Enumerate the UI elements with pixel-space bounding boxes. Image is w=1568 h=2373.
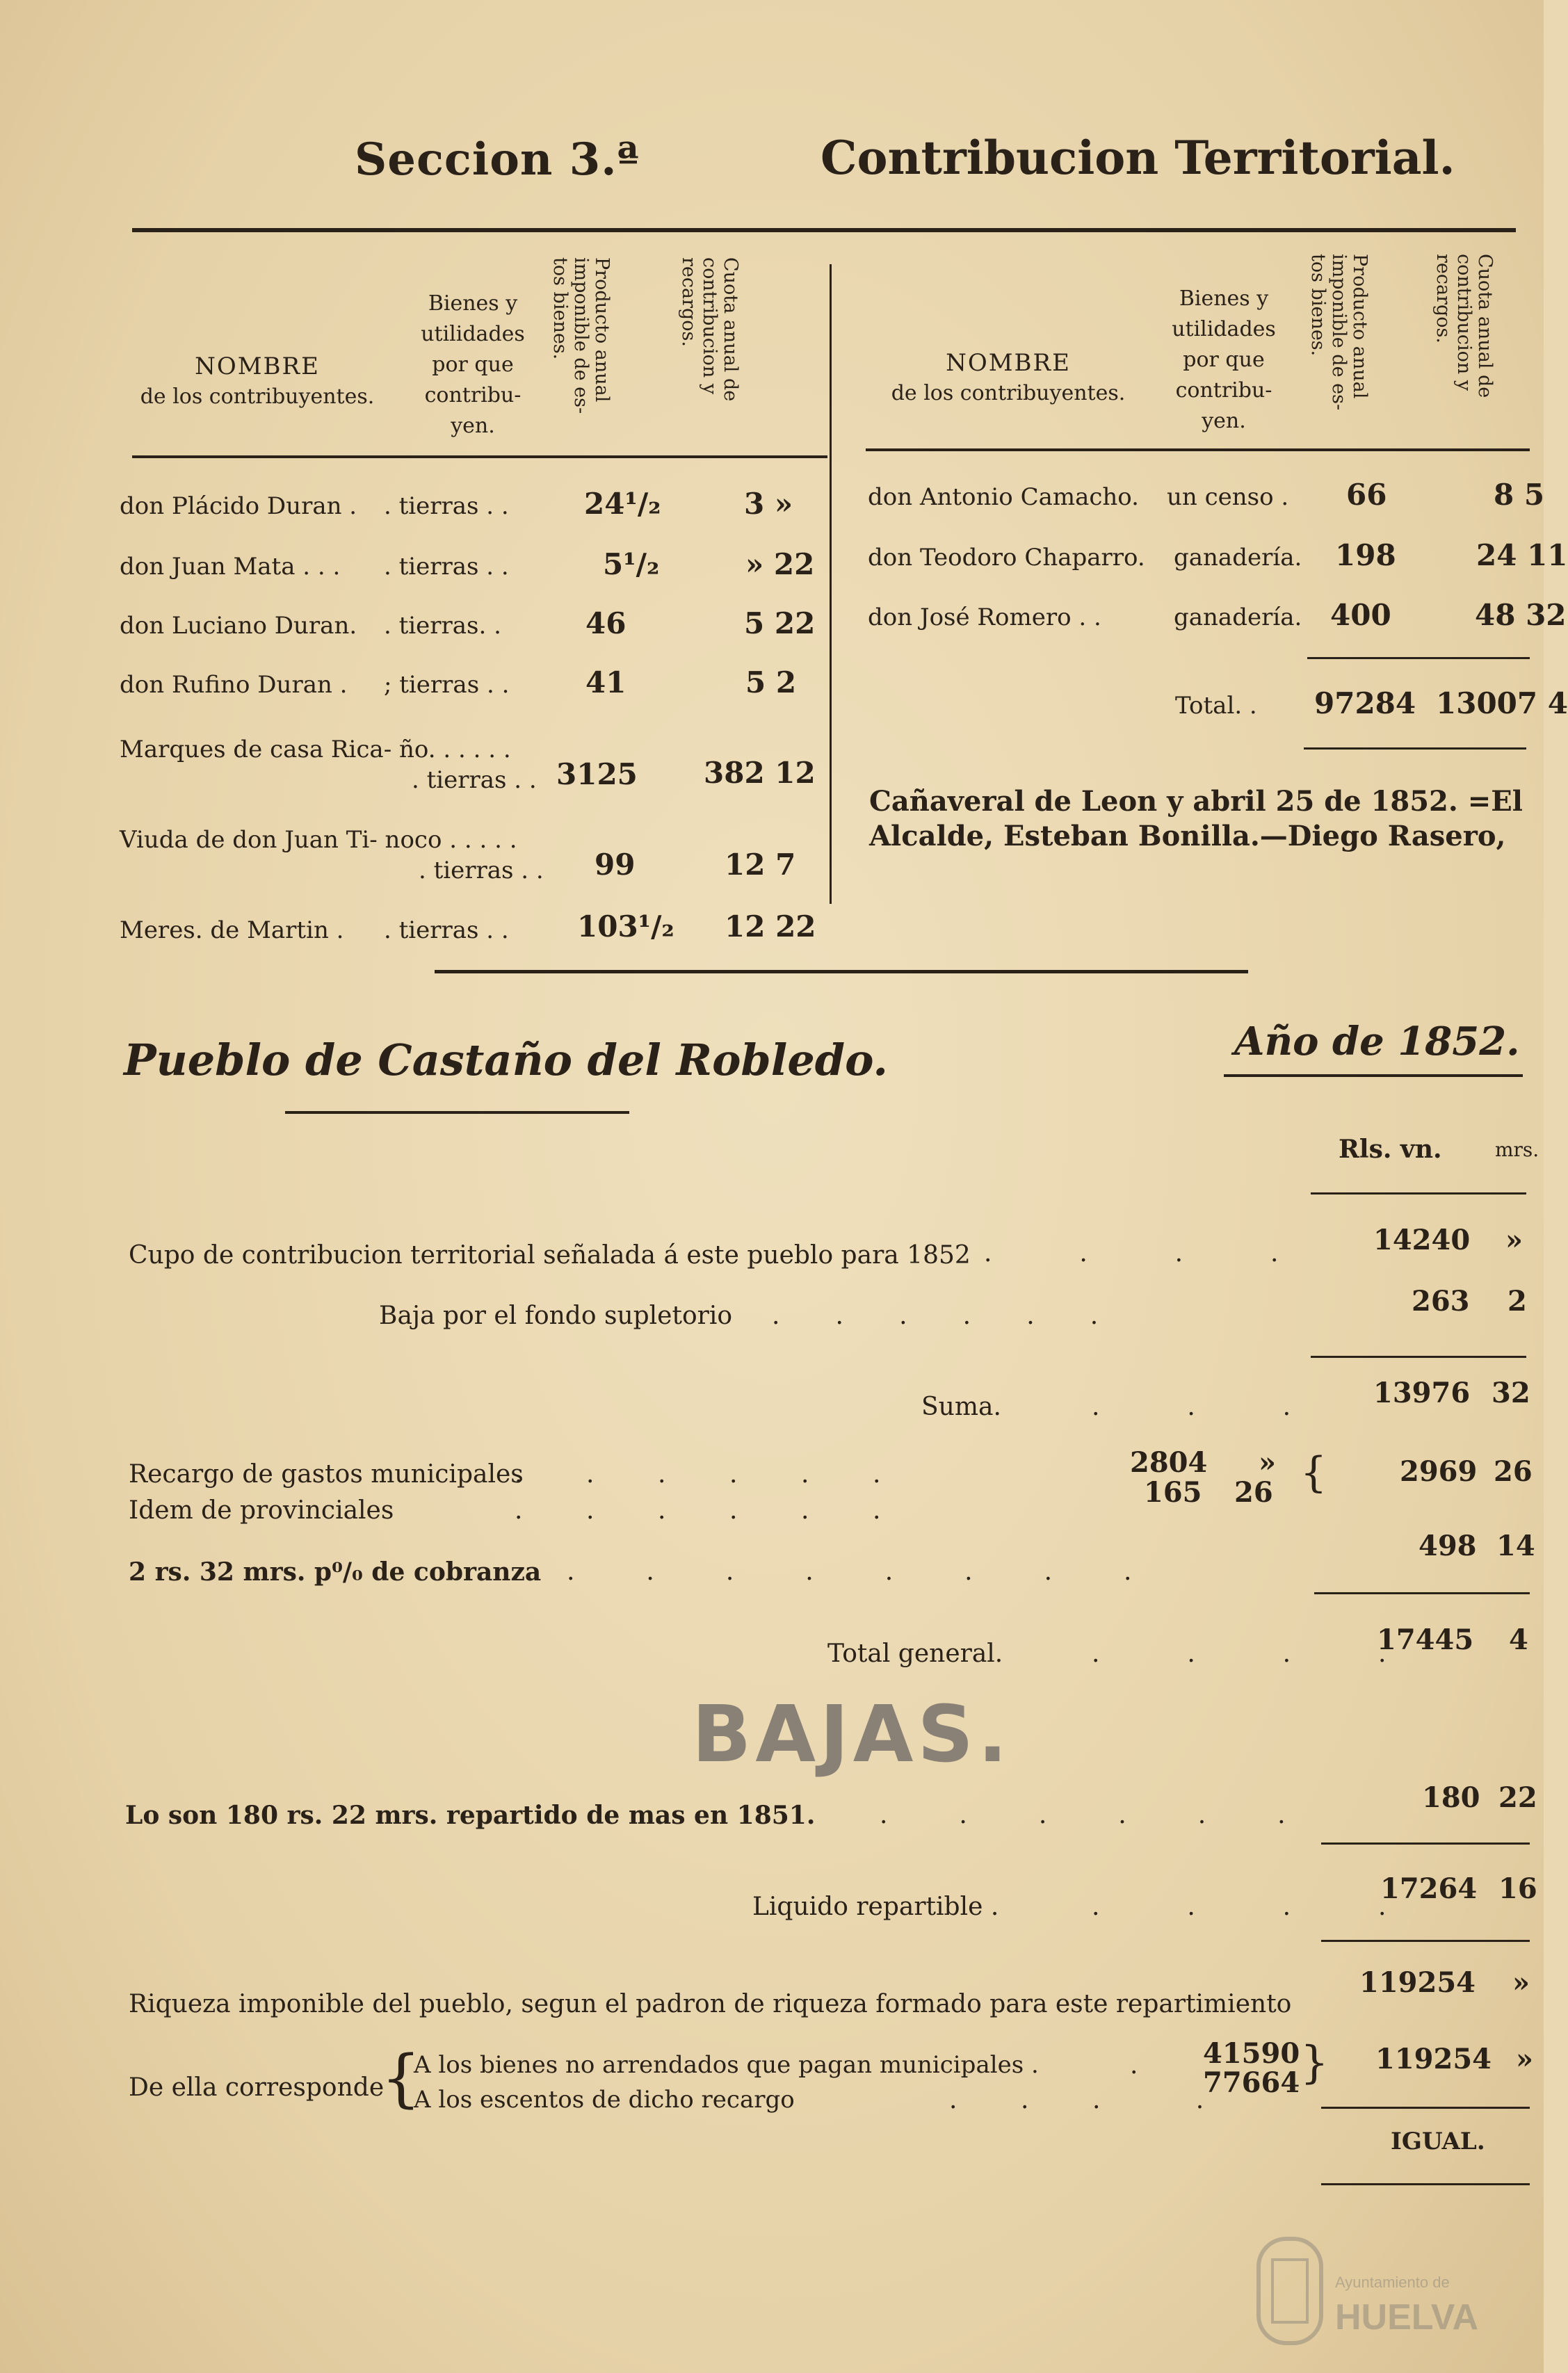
row-name: Meres. de Martin . [120, 916, 344, 944]
leader-dots: . . . . . . [515, 1496, 881, 1525]
row-name: don José Romero . . [868, 604, 1101, 631]
row-bienes: ; tierras . . [384, 671, 510, 699]
leader-dots: . . . . . . . . [567, 1557, 1132, 1586]
recargo-prov-rls: 165 [1144, 1476, 1202, 1509]
riqueza-label: Riqueza imponible del pueblo, segun el padron de riqueza formado para este repartimiento [129, 1990, 1292, 2018]
right-nombre-label: NOMBRE [946, 349, 1071, 377]
year-underline [1224, 1074, 1523, 1077]
money-header-rule [1311, 1192, 1526, 1194]
left-nombre-label: NOMBRE [195, 353, 320, 380]
leader-dots: . . . . . . [515, 1460, 881, 1489]
left-cuota-header: Cuota anual de contribucion y recargos. [678, 257, 741, 402]
liquido-label: Liquido repartible . [752, 1893, 999, 1921]
brace-icon: { [1300, 1448, 1327, 1497]
corresponde-total-rls: 119254 [1375, 2043, 1492, 2075]
signature-block: Cañaveral de Leon y abril 25 de 1852. =El Alcalde, Esteban Bonilla.—Diego Rasero, [869, 785, 1523, 852]
leader-dots: . . . . . . [880, 1801, 1286, 1829]
cobranza-label: 2 rs. 32 mrs. p⁰/₀ de cobranza [129, 1557, 542, 1587]
ayuntamiento-huelva-watermark-icon [1252, 2232, 1481, 2357]
row-cuota: 5 22 [744, 606, 816, 640]
total-general-label: Total general. [827, 1639, 1003, 1668]
recargo-mun-rls: 2804 [1130, 1446, 1208, 1479]
cobranza-rls: 498 [1419, 1530, 1477, 1562]
row-cuota: 48 32 [1475, 598, 1567, 632]
left-producto-header: Producto anual imponible de es- tos bienes. [549, 257, 613, 414]
total-cuota: 13007 4 [1436, 686, 1568, 720]
suma-mrs: 32 [1492, 1377, 1530, 1409]
row-producto: 5¹/₂ [603, 547, 660, 581]
leader-dots: . . . . [984, 1239, 1279, 1268]
leader-dots: . . . . [949, 2086, 1204, 2114]
row-producto: 46 [585, 606, 627, 640]
row-cuota: 5 2 [745, 665, 797, 699]
sum-rule [1321, 1940, 1530, 1942]
row-bienes: ganadería. [1174, 544, 1302, 572]
row-name: don Juan Mata . . . [120, 553, 341, 581]
total-producto: 97284 [1314, 686, 1416, 720]
row-cuota: 12 22 [725, 909, 816, 943]
svg-text:HUELVA: HUELVA [1335, 2297, 1479, 2338]
pueblo-title: Pueblo de Castaño del Robledo. [124, 1035, 888, 1085]
row-producto: 66 [1346, 478, 1387, 512]
row-producto: 103¹/₂ [577, 909, 674, 943]
suma-label: Suma. [921, 1393, 1001, 1421]
cupo-label: Cupo de contribucion territorial señalada á este pueblo para 1852 [129, 1241, 971, 1270]
row-bienes: . tierras . . [384, 553, 509, 581]
leader-dots: . . . [1092, 1393, 1291, 1421]
header-rule [132, 228, 1516, 232]
row-bienes: ganadería. [1174, 604, 1302, 631]
row-name: don Teodoro Chaparro. [868, 544, 1145, 572]
row-cuota: 382 12 [704, 756, 816, 790]
row-producto: 198 [1335, 538, 1396, 572]
total-rule [1304, 747, 1526, 750]
riqueza-mrs: » [1512, 1966, 1530, 1999]
section-divider [435, 970, 1248, 973]
sum-rule [1321, 2107, 1530, 2109]
right-nombre-header [869, 348, 1147, 409]
row-cuota: » 22 [745, 547, 815, 581]
page-title: Contribucion Territorial. [821, 131, 1455, 185]
right-header-rule [866, 448, 1530, 451]
bienes-no-arrendados-value: 41590 [1203, 2037, 1300, 2070]
recargo-mun-mrs: » [1259, 1446, 1276, 1479]
final-rule [1321, 2183, 1530, 2185]
column-separator [830, 264, 832, 904]
sum-rule [1321, 1842, 1530, 1845]
sum-rule [1311, 1356, 1526, 1358]
row-name: don Luciano Duran. [120, 612, 357, 640]
baja-label: Baja por el fondo supletorio [379, 1302, 733, 1330]
brace-icon: } [1300, 2037, 1329, 2089]
leader-dots: . . . . [1092, 1639, 1387, 1668]
riqueza-rls: 119254 [1359, 1966, 1476, 1999]
row-bienes: . tierras. . [384, 612, 501, 640]
row-cuota: 12 7 [725, 848, 796, 882]
row-cuota: 8 5 [1494, 478, 1545, 512]
corresponde-total-mrs: » [1516, 2043, 1533, 2075]
row-name: don Antonio Camacho. [868, 483, 1139, 511]
igual-label: IGUAL. [1391, 2128, 1485, 2155]
row-name: Viuda de don Juan Ti- noco . . . . . [120, 826, 517, 854]
row-name: don Plácido Duran . [120, 492, 357, 520]
suma-rls: 13976 [1373, 1377, 1471, 1409]
row-bienes: . tierras . . [384, 916, 509, 944]
svg-text:Ayuntamiento de: Ayuntamiento de [1335, 2274, 1450, 2291]
left-nombre-sublabel: de los contribuyentes. [140, 384, 375, 409]
row-bienes: . tierras . . [412, 766, 537, 794]
cupo-rls: 14240 [1373, 1224, 1471, 1256]
year-heading: Año de 1852. [1234, 1019, 1520, 1064]
right-bienes-header: Bienes y utilidades por que contribu- yen. [1172, 286, 1276, 433]
row-bienes: un censo . [1167, 483, 1289, 511]
row-producto: 3125 [556, 757, 638, 791]
recargo-total-rls: 2969 [1400, 1455, 1478, 1488]
exentos-label: A los escentos de dicho recargo [414, 2086, 795, 2114]
row-name: don Rufino Duran . [120, 671, 348, 699]
total-label: Total. . [1175, 692, 1257, 720]
mrs-header: mrs. [1495, 1138, 1539, 1161]
left-bienes-header: Bienes y utilidades por que contribu- yen. [421, 291, 525, 438]
rls-header: Rls. vn. [1339, 1135, 1442, 1164]
row-bienes: . tierras . . [419, 857, 544, 884]
corresponde-label: De ella corresponde [129, 2073, 385, 2102]
row-producto: 99 [595, 848, 636, 882]
total-general-rls: 17445 [1377, 1623, 1474, 1656]
section-heading: Seccion 3.ª [355, 133, 640, 186]
left-header-rule [132, 455, 827, 458]
lo-son-rls: 180 [1422, 1781, 1480, 1814]
row-producto: 24¹/₂ [584, 487, 661, 521]
leader-dots: . [1130, 2051, 1138, 2080]
row-cuota: 3 » [744, 487, 793, 521]
baja-mrs: 2 [1508, 1285, 1527, 1318]
right-producto-header: Producto anual imponible de es- tos bienes. [1307, 254, 1371, 411]
right-cuota-header: Cuota anual de contribucion y recargos. [1432, 254, 1496, 398]
row-producto: 41 [585, 665, 627, 699]
total-general-mrs: 4 [1509, 1623, 1528, 1656]
recargo-prov-label: Idem de provinciales [129, 1496, 394, 1525]
leader-dots: . . . . [1092, 1893, 1387, 1921]
recargo-total-mrs: 26 [1494, 1455, 1533, 1488]
bajas-heading: BAJAS. [692, 1690, 1012, 1780]
baja-rls: 263 [1412, 1285, 1470, 1318]
cobranza-mrs: 14 [1496, 1530, 1535, 1562]
cupo-mrs: » [1505, 1224, 1523, 1256]
liquido-rls: 17264 [1380, 1872, 1478, 1905]
lo-son-label: Lo son 180 rs. 22 mrs. repartido de mas en 1851. [125, 1801, 816, 1830]
sum-rule [1314, 1592, 1530, 1594]
brace-icon: { [381, 2042, 421, 2115]
liquido-mrs: 16 [1498, 1872, 1537, 1905]
pueblo-underline [285, 1111, 629, 1114]
recargo-prov-mrs: 26 [1234, 1476, 1273, 1509]
left-nombre-header [118, 351, 396, 412]
lo-son-mrs: 22 [1498, 1781, 1537, 1814]
exentos-value: 77664 [1203, 2066, 1300, 2099]
row-producto: 400 [1330, 598, 1391, 632]
right-nombre-sublabel: de los contribuyentes. [891, 381, 1126, 405]
row-cuota: 24 11 [1476, 538, 1568, 572]
recargo-mun-label: Recargo de gastos municipales [129, 1460, 524, 1489]
bienes-no-arrendados-label: A los bienes no arrendados que pagan municipales . [414, 2051, 1039, 2079]
subtotal-rule [1307, 657, 1530, 659]
row-bienes: . tierras . . [384, 492, 509, 520]
row-name: Marques de casa Rica- ño. . . . . . [120, 736, 511, 763]
leader-dots: . . . . . . [772, 1302, 1099, 1330]
